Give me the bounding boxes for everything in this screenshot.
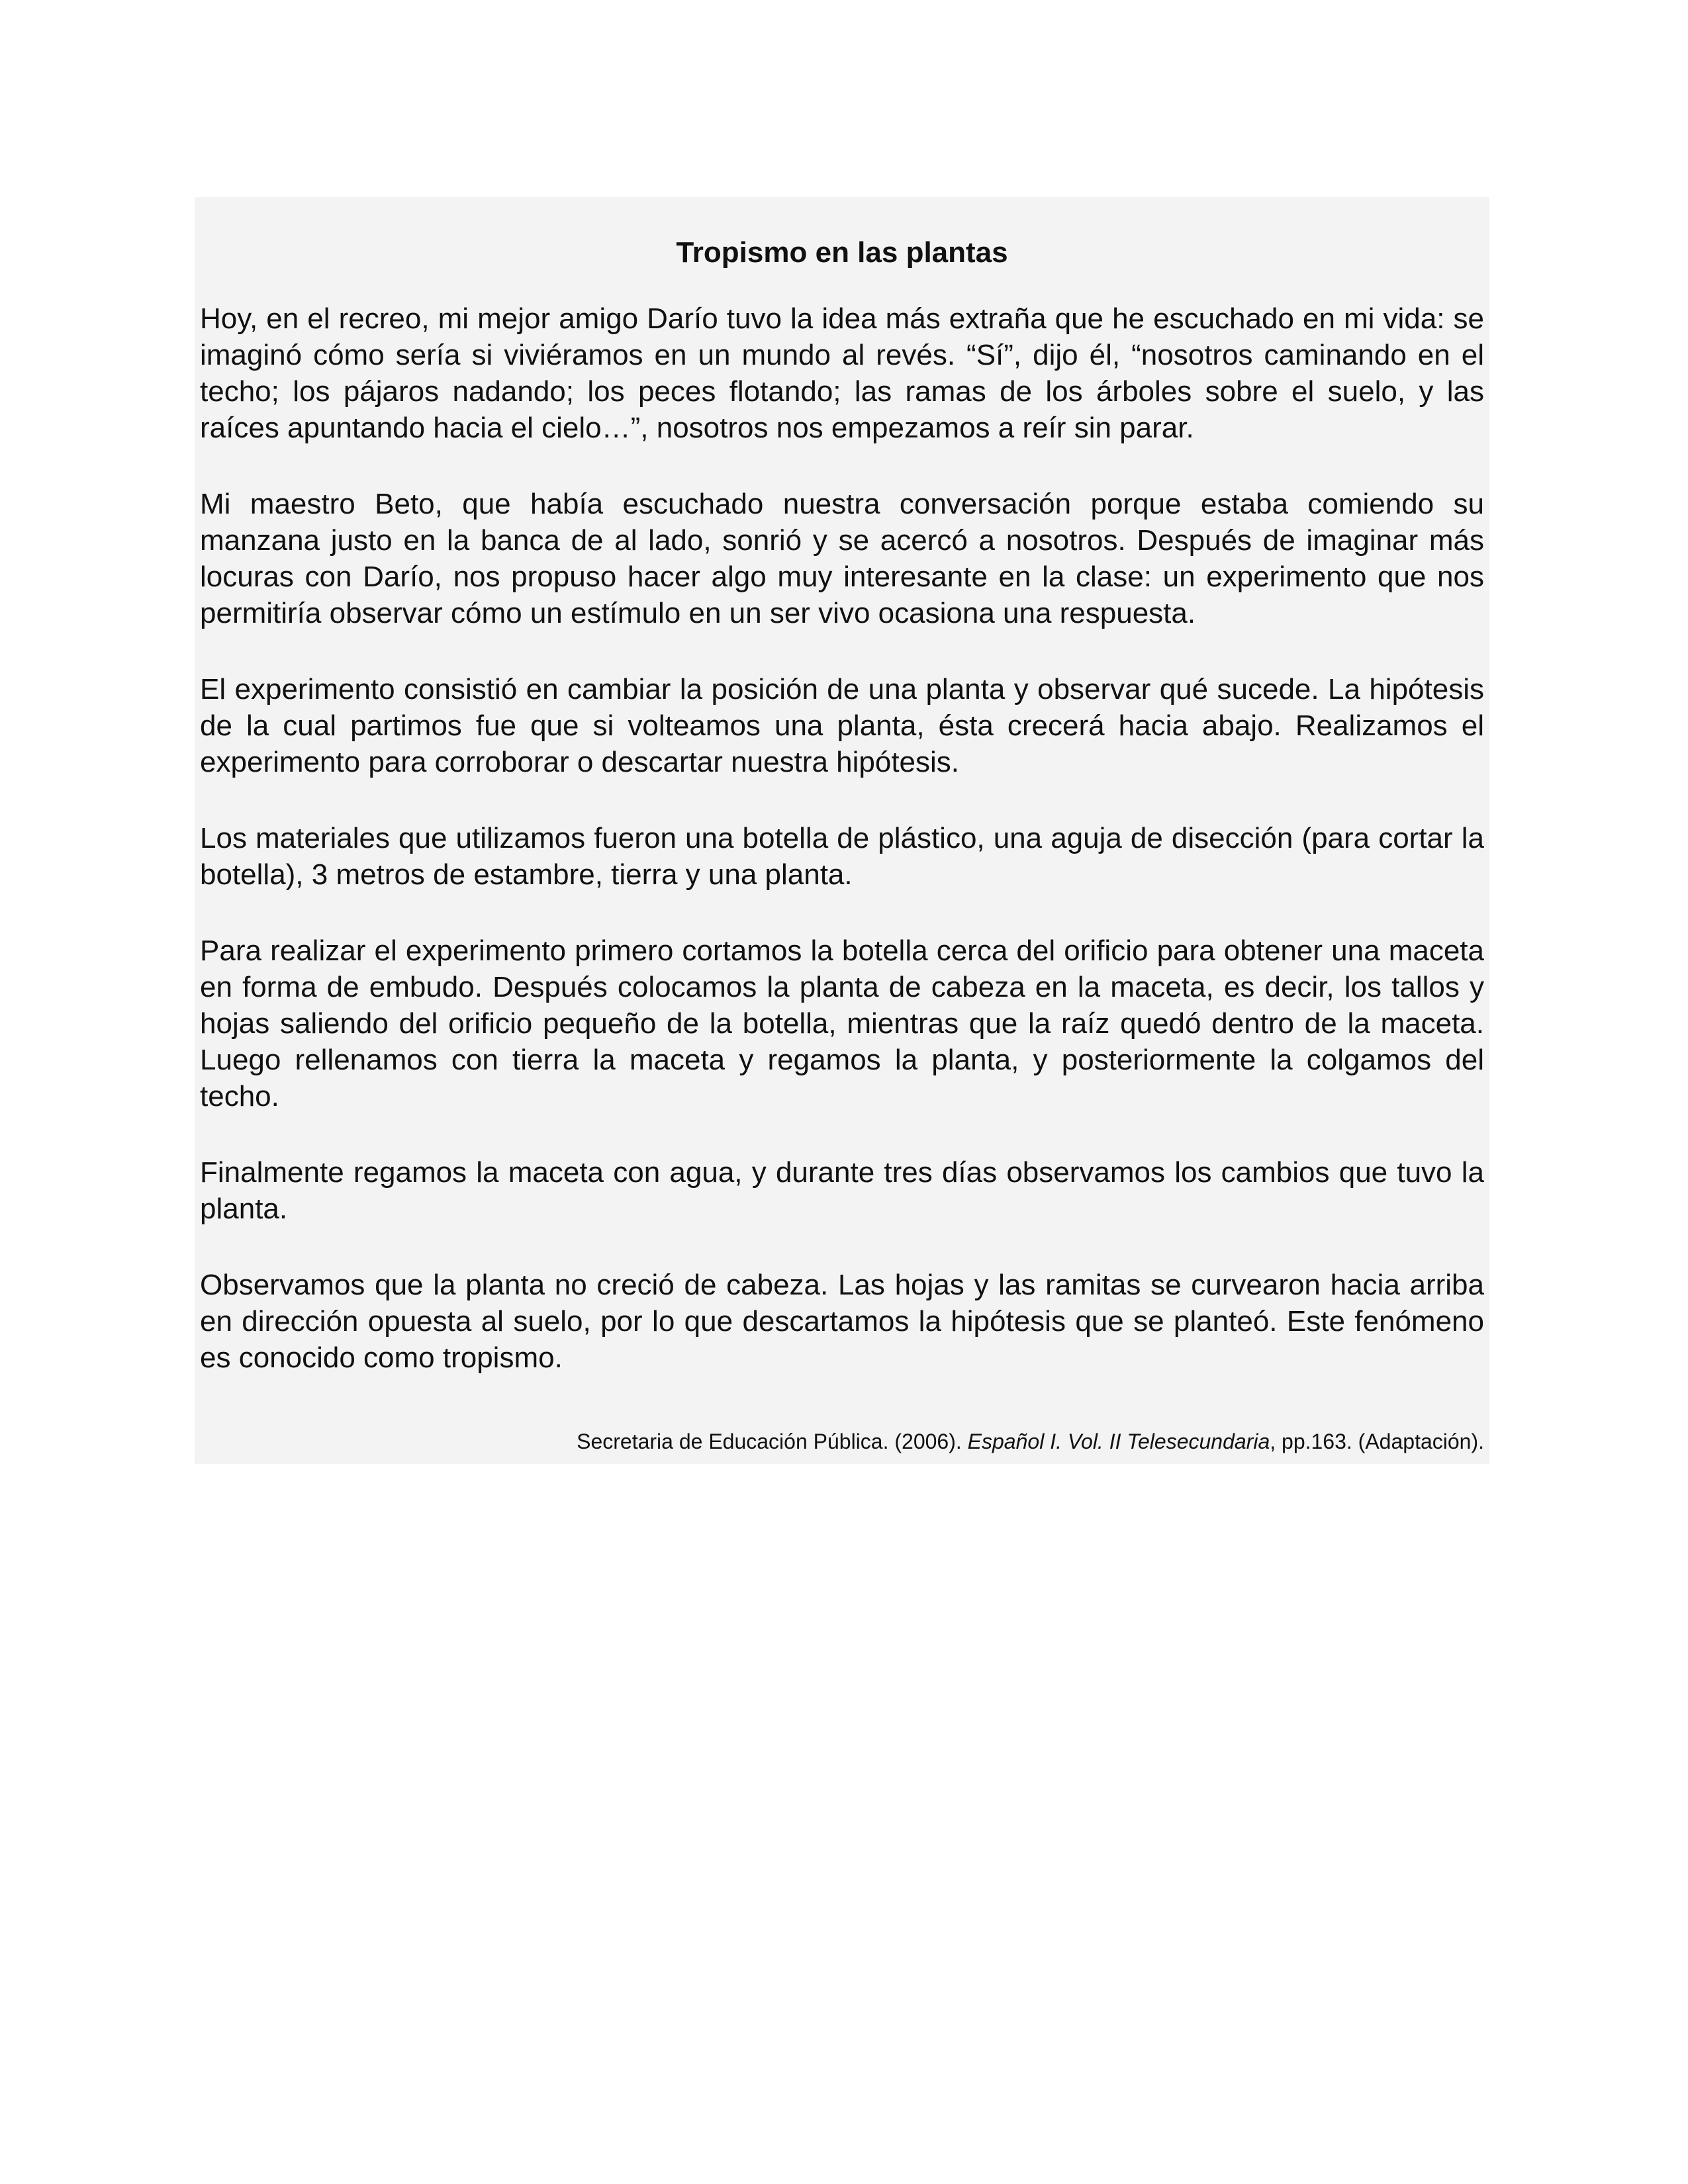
paragraph-4: Los materiales que utilizamos fueron una botella de plástico, una aguja de disección (para cortar la botella), 3 metros de estambre, tierra y una planta. xyxy=(200,822,1484,891)
citation-author: Secretaria de Educación Pública. (2006). xyxy=(577,1430,968,1453)
paragraph-2: Mi maestro Beto, que había escuchado nuestra conversación porque estaba comiendo su manzana justo en la banca de al lado, sonrió y se acercó a nosotros. Después de imaginar más locuras con Darío, nos propuso hacer algo muy interesante en la clase: un experimento que nos permitiría observar cómo un estímulo en un ser vivo ocasiona una respuesta. xyxy=(200,488,1484,629)
paragraph-5: Para realizar el experimento primero cortamos la botella cerca del orificio para obtener una maceta en forma de embudo. Después colocamos la planta de cabeza en la maceta, es decir, los tallos y hojas saliendo del orificio pequeño de la botella, mientras que la raíz quedó dentro de la maceta. Luego rellenamos con tierra la maceta y regamos la planta, y posteriormente la colgamos del techo. xyxy=(200,934,1484,1113)
document-body xyxy=(200,300,1484,1376)
source-citation xyxy=(577,1428,1484,1455)
paragraph-3: El experimento consistió en cambiar la posición de una planta y observar qué sucede. La hipótesis de la cual partimos fue que si volteamos una planta, ésta crecerá hacia abajo. Realizamos el experimento para corroborar o descartar nuestra hipótesis. xyxy=(200,673,1484,778)
paragraph-7: Observamos que la planta no creció de cabeza. Las hojas y las ramitas se curvearon hacia arriba en dirección opuesta al suelo, por lo que descartamos la hipótesis que se planteó. Este fenómeno es conocido como tropismo. xyxy=(200,1269,1484,1374)
citation-pages: , pp.163. (Adaptación). xyxy=(1270,1430,1484,1453)
paragraph-6: Finalmente regamos la maceta con agua, y durante tres días observamos los cambios que tuvo la planta. xyxy=(200,1156,1484,1225)
document-title: Tropismo en las plantas xyxy=(676,236,1008,269)
citation-work-title: Español I. Vol. II Telesecundaria xyxy=(967,1430,1270,1453)
paragraph-1: Hoy, en el recreo, mi mejor amigo Darío tuvo la idea más extraña que he escuchado en mi vida: se imaginó cómo sería si viviéramos en un mundo al revés. “Sí”, dijo él, “nosotros caminando en el techo; los pájaros nadando; los peces flotando; las ramas de los árboles sobre el suelo, y las raíces apuntando hacia el cielo…”, nosotros nos empezamos a reír sin parar. xyxy=(200,302,1484,444)
document-box xyxy=(195,197,1489,1464)
